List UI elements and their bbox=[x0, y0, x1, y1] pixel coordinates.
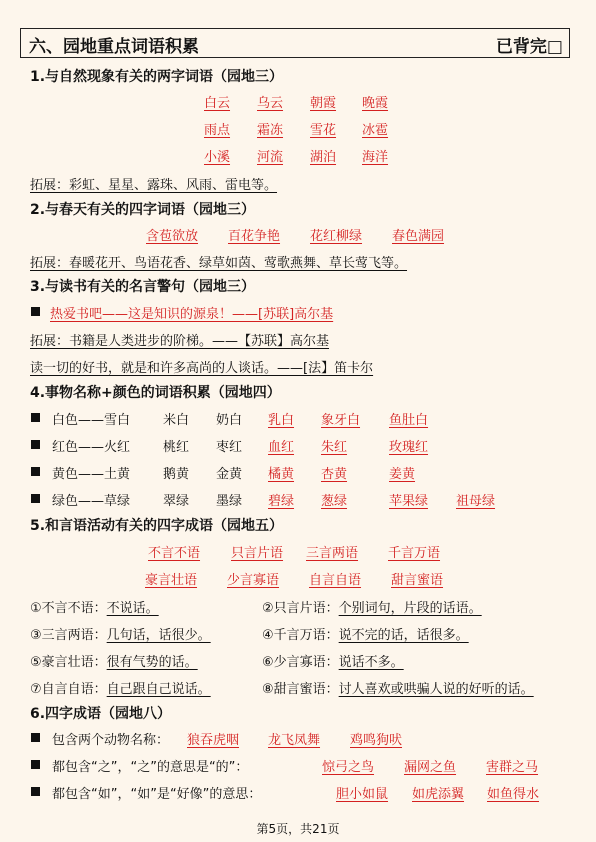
s6-word: 龙飞凤舞 bbox=[268, 733, 321, 748]
s5-word: 甜言蜜语 bbox=[391, 573, 444, 588]
section-heading: 六、园地重点词语积累 bbox=[29, 37, 199, 57]
s4-red-word: 玫瑰红 bbox=[389, 440, 429, 455]
s1-word: 晚霞 bbox=[362, 96, 389, 111]
s5-definition: ⑥少言寡语：说话不多。 bbox=[262, 655, 404, 670]
bullet-icon bbox=[31, 307, 40, 316]
s6-lead: 都包含“如”，“如”是“好像”的意思： bbox=[52, 787, 262, 802]
s4-word: 奶白 bbox=[216, 413, 243, 428]
s3-quote: 热爱书吧——这是知识的源泉！——[苏联]高尔基 bbox=[50, 307, 334, 322]
s4-red-word: 象牙白 bbox=[321, 413, 361, 428]
bullet-icon bbox=[31, 440, 40, 449]
s5-word: 少言寡语 bbox=[227, 573, 280, 588]
s6-word: 狼吞虎咽 bbox=[187, 733, 240, 748]
s5-word: 三言两语 bbox=[306, 546, 359, 561]
s4-red-word: 乳白 bbox=[268, 413, 295, 428]
s1-word: 冰雹 bbox=[362, 123, 389, 138]
s6-word: 鸡鸣狗吠 bbox=[350, 733, 403, 748]
s1-word: 海洋 bbox=[362, 150, 389, 165]
s5-definition: ③三言两语：几句话，话很少。 bbox=[30, 628, 211, 643]
s5-definition: ⑤豪言壮语：很有气势的话。 bbox=[30, 655, 198, 670]
s5-title: 5.和言语活动有关的四字成语（园地五） bbox=[30, 518, 284, 534]
s5-definition: ②只言片语：个别词句，片段的话语。 bbox=[262, 601, 482, 616]
s5-definition: ①不言不语：不说话。 bbox=[30, 601, 159, 616]
s4-red-word: 姜黄 bbox=[389, 467, 416, 482]
s2-word: 花红柳绿 bbox=[310, 229, 363, 244]
section-header bbox=[20, 28, 570, 58]
s3-title: 3.与读书有关的名言警句（园地三） bbox=[30, 279, 256, 295]
s1-word: 雪花 bbox=[310, 123, 337, 138]
s4-lead: 绿色——草绿 bbox=[52, 494, 131, 509]
s1-word: 雨点 bbox=[204, 123, 231, 138]
s3-extension: 拓展：书籍是人类进步的阶梯。——【苏联】高尔基 bbox=[30, 334, 330, 349]
s5-word: 不言不语 bbox=[148, 546, 201, 561]
s6-word: 惊弓之鸟 bbox=[322, 760, 375, 775]
s5-word: 自言自语 bbox=[309, 573, 362, 588]
s5-word: 只言片语 bbox=[231, 546, 284, 561]
s2-word: 含苞欲放 bbox=[146, 229, 199, 244]
s3-extension: 读一切的好书，就是和许多高尚的人谈话。——[法】笛卡尔 bbox=[30, 361, 374, 376]
s2-extension: 拓展：春暖花开、鸟语花香、绿草如茵、莺歌燕舞、草长莺飞等。 bbox=[30, 256, 408, 271]
s4-word: 墨绿 bbox=[216, 494, 243, 509]
s4-red-word: 葱绿 bbox=[321, 494, 348, 509]
s1-word: 湖泊 bbox=[310, 150, 337, 165]
s5-word: 豪言壮语 bbox=[145, 573, 198, 588]
s6-lead: 都包含“之”，“之”的意思是“的”： bbox=[52, 760, 249, 775]
bullet-icon bbox=[31, 787, 40, 796]
bullet-icon bbox=[31, 494, 40, 503]
page-number: 第5页，共21页 bbox=[256, 822, 340, 836]
s6-lead: 包含两个动物名称： bbox=[52, 733, 170, 748]
s4-word: 翠绿 bbox=[163, 494, 190, 509]
s1-word: 霜冻 bbox=[257, 123, 284, 138]
s4-lead: 白色——雪白 bbox=[52, 413, 131, 428]
s1-word: 白云 bbox=[204, 96, 231, 111]
s4-lead: 红色——火红 bbox=[52, 440, 131, 455]
s6-word: 漏网之鱼 bbox=[404, 760, 457, 775]
s4-word: 金黄 bbox=[216, 467, 243, 482]
bullet-icon bbox=[31, 760, 40, 769]
bullet-icon bbox=[31, 413, 40, 422]
s5-definition: ⑧甜言蜜语：讨人喜欢或哄骗人说的好听的话。 bbox=[262, 682, 534, 697]
s4-title: 4.事物名称+颜色的词语积累（园地四） bbox=[30, 385, 281, 401]
s5-word: 千言万语 bbox=[388, 546, 441, 561]
s5-definition: ⑦自言自语：自己跟自己说话。 bbox=[30, 682, 211, 697]
s1-extension: 拓展：彩虹、星星、露珠、风雨、雷电等。 bbox=[30, 178, 278, 193]
s5-definition: ④千言万语：说不完的话，话很多。 bbox=[262, 628, 469, 643]
s4-word: 枣红 bbox=[216, 440, 243, 455]
s4-word: 米白 bbox=[163, 413, 190, 428]
bullet-icon bbox=[31, 467, 40, 476]
s2-word: 春色满园 bbox=[392, 229, 445, 244]
s4-red-word: 血红 bbox=[268, 440, 295, 455]
s4-red-word: 朱红 bbox=[321, 440, 348, 455]
s6-word: 如虎添翼 bbox=[412, 787, 465, 802]
s1-word: 朝霞 bbox=[310, 96, 337, 111]
s2-title: 2.与春天有关的四字词语（园地三） bbox=[30, 202, 256, 218]
s4-red-word: 苹果绿 bbox=[389, 494, 429, 509]
s6-word: 胆小如鼠 bbox=[336, 787, 389, 802]
s2-word: 百花争艳 bbox=[228, 229, 281, 244]
s6-title: 6.四字成语（园地八） bbox=[30, 706, 172, 722]
s4-red-word: 碧绿 bbox=[268, 494, 295, 509]
s4-red-word: 杏黄 bbox=[321, 467, 348, 482]
s1-word: 河流 bbox=[257, 150, 284, 165]
s4-red-word: 鱼肚白 bbox=[389, 413, 429, 428]
s1-word: 乌云 bbox=[257, 96, 284, 111]
s4-red-word: 橘黄 bbox=[268, 467, 295, 482]
s4-red-word: 祖母绿 bbox=[456, 494, 496, 509]
s1-title: 1.与自然现象有关的两字词语（园地三） bbox=[30, 69, 284, 85]
bullet-icon bbox=[31, 733, 40, 742]
s4-word: 鹅黄 bbox=[163, 467, 190, 482]
s1-word: 小溪 bbox=[204, 150, 231, 165]
s6-word: 如鱼得水 bbox=[487, 787, 540, 802]
recite-checkbox[interactable]: 已背完□ bbox=[495, 37, 563, 57]
s4-lead: 黄色——土黄 bbox=[52, 467, 131, 482]
s6-word: 害群之马 bbox=[486, 760, 539, 775]
s4-word: 桃红 bbox=[163, 440, 190, 455]
